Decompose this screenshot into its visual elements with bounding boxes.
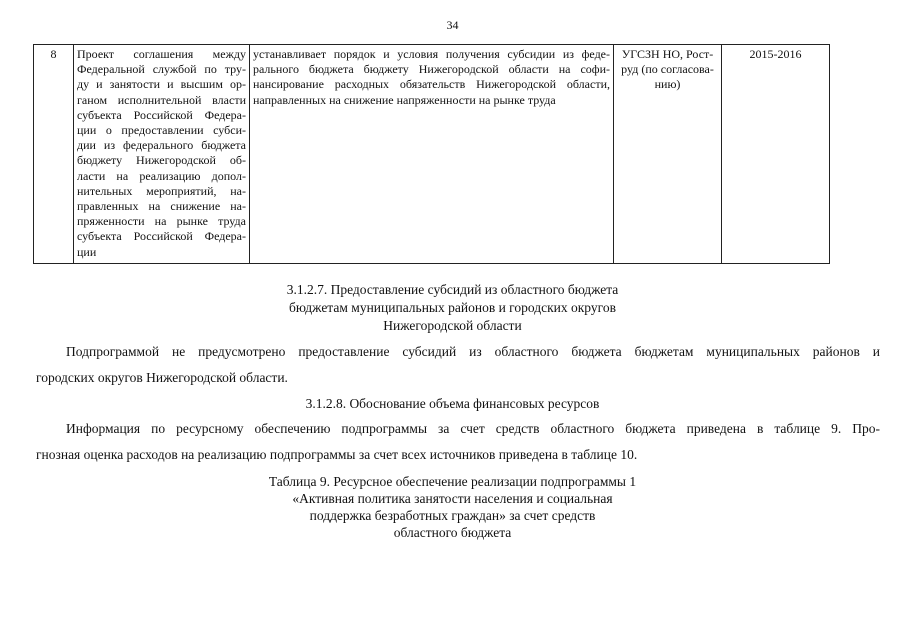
paragraph-line: гнозная оценка расходов на реализацию подпрограммы за счет всех источников приведена в таблице 10. [36, 447, 638, 462]
heading-line: Нижегородской области [383, 318, 522, 333]
executor-line: руд (по согласова- [621, 62, 714, 77]
measure-name-line: ласти на реализацию допол- [77, 168, 246, 183]
row-number-cell: 8 [34, 45, 74, 264]
measure-name-line: дии из федерального бюджета [77, 138, 246, 153]
caption-line: «Активная политика занятости населения и социальная [292, 491, 613, 506]
measure-name-line: ду и занятости и высшим ор- [77, 77, 246, 92]
executor-line: УГСЗН НО, Рост- [621, 47, 714, 61]
measure-name-line: пряженности на рынке труда [77, 214, 246, 229]
years-cell: 2015-2016 [722, 45, 830, 264]
table-row [34, 45, 830, 264]
description-line: устанавливает порядок и условия получения субсидии из феде- [253, 47, 610, 61]
heading-line: 3.1.2.7. Предоставление субсидий из областного бюджета [286, 282, 619, 297]
executor-line: нию) [654, 77, 681, 92]
paragraph-line: городских округов Нижегородской области. [36, 370, 288, 385]
measure-description-cell [250, 45, 614, 264]
description-line: рального бюджета бюджету Нижегородской области на софи- [253, 62, 610, 77]
measure-name-line: ганом исполнительной власти [77, 92, 246, 107]
measure-name-line: субъекта Российской Федера- [77, 107, 246, 122]
caption-line: поддержка безработных граждан» за счет средств [309, 508, 596, 523]
measure-name-line: правленных на снижение на- [77, 199, 246, 214]
measures-table [33, 44, 830, 264]
measure-name-line: ции [77, 244, 97, 259]
paragraph-financing [36, 416, 880, 468]
measure-name-line: субъекта Российской Федера- [77, 229, 246, 244]
measure-name-line: Федеральной службой по тру- [77, 62, 246, 77]
measure-name-cell [74, 45, 250, 264]
paragraph-line: Информация по ресурсному обеспечению подпрограммы за счет средств областного бюджета приведена в таблице 9. Про- [66, 421, 880, 436]
section-heading-3-1-2-7 [0, 281, 905, 335]
description-line: нансирование расходных обязательств Нижегородской области, [253, 77, 610, 92]
measure-name-line: ции о предоставлении субси- [77, 123, 246, 138]
caption-line: областного бюджета [393, 525, 512, 540]
paragraph-line: Подпрограммой не предусмотрено предоставление субсидий из областного бюджета бюджетам муниципальных районов и [66, 344, 880, 359]
measure-name-line: Проект соглашения между [77, 47, 246, 61]
heading-line: бюджетам муниципальных районов и городских округов [289, 300, 616, 315]
measure-name-line: нительных мероприятий, на- [77, 183, 246, 198]
measure-name-line: бюджету Нижегородской об- [77, 153, 246, 168]
caption-line: Таблица 9. Ресурсное обеспечение реализации подпрограммы 1 [268, 474, 637, 489]
page-number: 34 [446, 18, 459, 32]
executor-cell [614, 45, 722, 264]
table-caption [0, 473, 905, 541]
section-heading-3-1-2-8: 3.1.2.8. Обоснование объема финансовых ресурсов [305, 396, 600, 411]
paragraph-subsidies [36, 339, 880, 391]
description-line: направленных на снижение напряженности на рынке труда [253, 92, 556, 107]
